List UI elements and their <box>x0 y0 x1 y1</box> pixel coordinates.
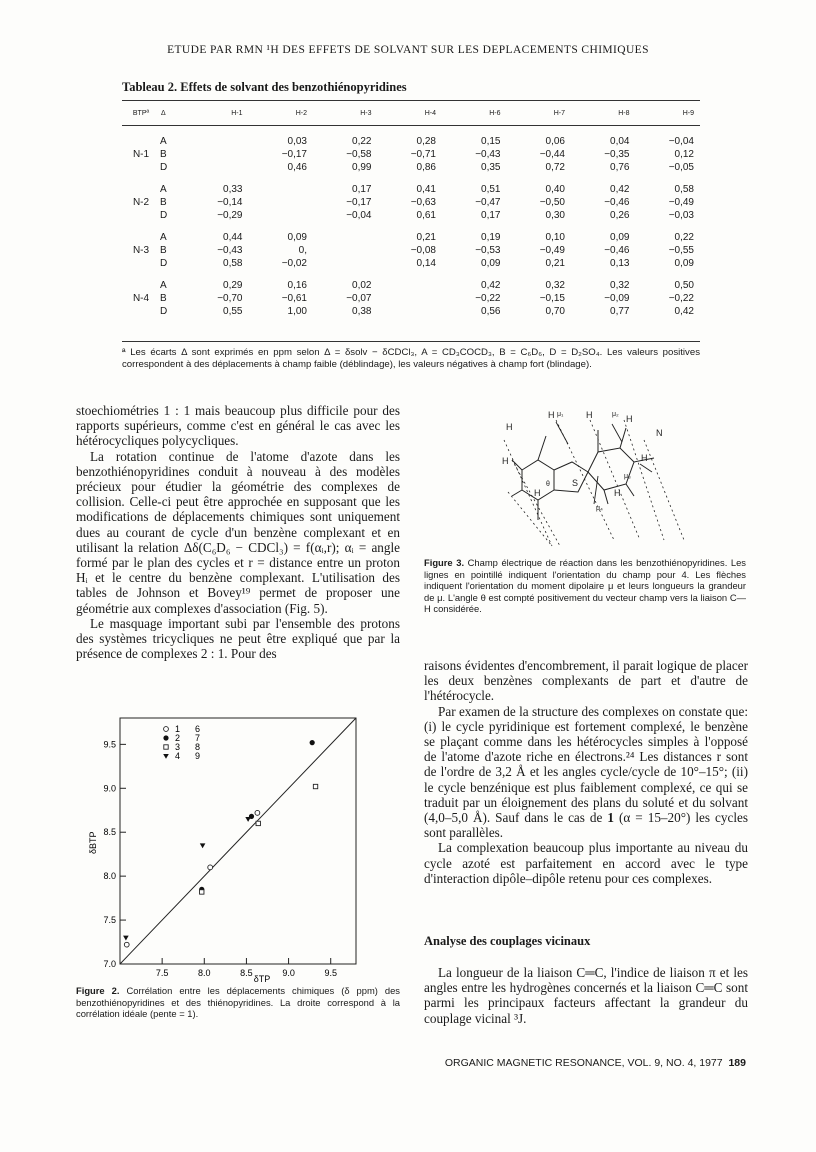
value-cell: −0,35 <box>604 149 630 160</box>
value-cell: 0,33 <box>223 184 243 195</box>
label-h: H <box>626 414 633 424</box>
y-axis-label: δBTP <box>88 831 98 854</box>
value-cell: 0,28 <box>416 136 436 147</box>
column-header: H-1 <box>184 101 249 126</box>
table-row <box>122 257 700 270</box>
table-row <box>122 196 700 209</box>
value-cell: 0,38 <box>352 306 372 317</box>
section-heading: Analyse des couplages vicinaux <box>424 934 591 948</box>
legend-label: 3 <box>175 742 181 752</box>
value-cell <box>249 209 314 222</box>
value-cell: 0,32 <box>545 280 565 291</box>
value-cell: 0,22 <box>674 232 694 243</box>
value-cell: 0,99 <box>352 162 372 173</box>
solvent-cell: A <box>160 136 167 147</box>
data-point <box>163 735 168 740</box>
running-head: ETUDE PAR RMN ¹H DES EFFETS DE SOLVANT SUR LES DEPLACEMENTS CHIMIQUES <box>167 44 649 56</box>
figure-3-caption <box>424 557 746 615</box>
solvent-cell: A <box>160 232 167 243</box>
label-h: H <box>586 410 593 420</box>
x-tick-label: 7.5 <box>155 968 169 978</box>
paragraph-text: (α = 15–20°) les cycles sont parallèles. <box>424 810 748 841</box>
value-cell: 0,44 <box>223 232 243 243</box>
value-cell: −0,22 <box>668 293 694 304</box>
figure-3-label: Figure 3. <box>424 557 465 568</box>
thiophene-ring <box>554 462 588 492</box>
value-cell: 0,56 <box>481 306 501 317</box>
value-cell: −0,49 <box>539 245 565 256</box>
label-h: H <box>614 488 621 498</box>
solvent-cell: A <box>160 184 167 195</box>
column-header: H-3 <box>313 101 378 126</box>
solvent-cell: D <box>160 162 168 173</box>
value-cell: −0,08 <box>410 245 436 256</box>
value-cell: 0,17 <box>481 210 501 221</box>
value-cell: 0,09 <box>610 232 630 243</box>
label-mu3: μ₃ <box>624 473 631 480</box>
column-header: H-9 <box>636 101 701 126</box>
table-row <box>122 279 700 292</box>
label-h: H <box>502 456 509 466</box>
value-cell: 0,04 <box>610 136 630 147</box>
value-cell: 0,50 <box>674 280 694 291</box>
table-row <box>122 135 700 148</box>
data-point <box>200 843 206 848</box>
figure-2-chart <box>76 712 376 986</box>
solvent-cell: B <box>160 197 167 208</box>
row-spacer <box>122 126 700 136</box>
page-number: 189 <box>728 1057 746 1069</box>
value-cell: 0,46 <box>287 162 307 173</box>
row-spacer <box>122 174 700 183</box>
table-row <box>122 292 700 305</box>
table-row <box>122 305 700 318</box>
value-cell: 0,17 <box>352 184 372 195</box>
paragraph: La longueur de la liaison C═C, l'indice de liaison π et les angles entre les hydrogènes concernés et la liaison C═C sont parmi les principaux facteurs affectant la grandeur du couplage vicinal ³J. <box>424 965 748 1026</box>
solvent-cell: A <box>160 280 167 291</box>
data-point <box>200 890 204 894</box>
value-cell: 0,15 <box>481 136 501 147</box>
value-cell: 0,09 <box>481 258 501 269</box>
column-header: BTPª <box>122 101 160 126</box>
value-cell <box>313 231 378 244</box>
column-header: H-8 <box>571 101 636 126</box>
value-cell: 0,35 <box>481 162 501 173</box>
data-point <box>310 740 315 745</box>
legend-label: 6 <box>195 724 201 734</box>
value-cell <box>184 148 249 161</box>
table-row <box>122 161 700 174</box>
value-cell: −0,61 <box>281 293 307 304</box>
value-cell: −0,53 <box>475 245 501 256</box>
value-cell <box>313 244 378 257</box>
value-cell: −0,02 <box>281 258 307 269</box>
label-theta: θ <box>546 481 550 488</box>
value-cell: 0,30 <box>545 210 565 221</box>
value-cell: 0,58 <box>674 184 694 195</box>
value-cell: 0,58 <box>223 258 243 269</box>
value-cell: −0,55 <box>668 245 694 256</box>
value-cell: −0,43 <box>217 245 243 256</box>
value-cell: 0,41 <box>416 184 436 195</box>
x-tick-label: 9.5 <box>324 968 337 978</box>
value-cell <box>378 305 443 318</box>
value-cell: 0,42 <box>481 280 501 291</box>
paragraph: stoechiométries 1 : 1 mais beaucoup plus difficile pour des rapports supérieurs, comme c'est en général le cas avec les hétérocycliques polycycliques. <box>76 403 400 449</box>
value-cell: 0,77 <box>610 306 630 317</box>
value-cell: 0,09 <box>674 258 694 269</box>
value-cell: −0,43 <box>475 149 501 160</box>
value-cell: 0,29 <box>223 280 243 291</box>
table-body <box>122 126 700 319</box>
data-point <box>164 745 168 749</box>
paragraph: raisons évidentes d'encombrement, il parait logique de placer les deux benzènes complexants de part et d'autre de l'hétérocycle. <box>424 658 748 704</box>
table-footnote: ª Les écarts Δ sont exprimés en ppm selon Δ = δsolv − δCDCl₃, A = CD₃COCD₃, B = C₆D₆, D = D₂SO₄. Les valeurs positives correspondent à des déplacements à champ faible (déblindage), les valeurs négatives à champ fort (blindage). <box>122 347 700 370</box>
paragraph: La complexation beaucoup plus importante au niveau du cycle azoté est parfaitement en accord avec le type d'interaction dipôle–dipôle retenu pour ces complexes. <box>424 840 748 886</box>
table-title: Tableau 2. Effets de solvant des benzothiénopyridines <box>122 80 407 94</box>
table-row <box>122 148 700 161</box>
btp-cell: N-4 <box>132 293 150 304</box>
value-cell: −0,17 <box>346 197 372 208</box>
row-spacer <box>122 222 700 231</box>
value-cell <box>378 292 443 305</box>
row-spacer <box>122 270 700 279</box>
data-point <box>164 727 169 732</box>
value-cell <box>249 183 314 196</box>
field-lines <box>504 420 684 546</box>
x-tick-label: 9.0 <box>282 968 295 978</box>
section-text <box>424 965 748 1026</box>
btp-cell <box>122 279 160 292</box>
value-cell: −0,22 <box>475 293 501 304</box>
label-mu1: μ₁ <box>557 411 564 418</box>
left-column-text <box>76 403 400 661</box>
value-cell: 0,61 <box>416 210 436 221</box>
legend <box>163 724 200 761</box>
value-cell: 0,10 <box>545 232 565 243</box>
value-cell: 0,42 <box>610 184 630 195</box>
label-mu2: μ₂ <box>612 411 619 418</box>
ideal-correlation-line <box>120 718 356 964</box>
solvent-cell: D <box>160 210 168 221</box>
value-cell: −0,03 <box>668 210 694 221</box>
column-header: H-2 <box>249 101 314 126</box>
solvent-cell: B <box>160 149 167 160</box>
legend-label: 4 <box>175 751 181 761</box>
paragraph: Le masquage important subi par l'ensemble des protons des systèmes tricycliques ne peut être expliqué que par la présence de complexes 2 : 1. Pour des <box>76 615 400 662</box>
value-cell: −0,29 <box>217 210 243 221</box>
value-cell: 0,55 <box>223 306 243 317</box>
column-header: H-6 <box>442 101 507 126</box>
label-h: H <box>534 488 541 498</box>
value-cell: 0,86 <box>416 162 436 173</box>
value-cell: −0,63 <box>410 197 436 208</box>
y-tick-label: 8.5 <box>103 827 116 838</box>
value-cell: 0,76 <box>610 162 630 173</box>
value-cell: 0,19 <box>481 232 501 243</box>
btp-cell: N-1 <box>132 149 150 160</box>
y-tick-label: 7.5 <box>103 915 116 926</box>
figure-2-label: Figure 2. <box>76 985 120 996</box>
label-h: H <box>641 453 648 463</box>
value-cell <box>378 279 443 292</box>
value-cell: 1,00 <box>287 306 307 317</box>
value-cell: 0,12 <box>674 149 694 160</box>
value-cell: −0,50 <box>539 197 565 208</box>
table-bottom-rule <box>122 341 700 342</box>
value-cell: 0,72 <box>545 162 565 173</box>
value-cell: −0,46 <box>604 245 630 256</box>
value-cell: −0,58 <box>346 149 372 160</box>
paragraph <box>424 704 748 841</box>
page-footer <box>424 1057 746 1069</box>
value-cell: 0,40 <box>545 184 565 195</box>
value-cell: 0,02 <box>352 280 372 291</box>
value-cell: −0,44 <box>539 149 565 160</box>
label-s: S <box>572 478 579 488</box>
btp-cell <box>122 257 160 270</box>
column-header: H-4 <box>378 101 443 126</box>
data-point <box>313 784 317 788</box>
solvent-cell: D <box>160 258 168 269</box>
btp-cell <box>122 161 160 174</box>
data-point <box>123 936 129 941</box>
column-header: Δ <box>160 101 184 126</box>
table-row <box>122 244 700 257</box>
pyridine-ring <box>588 448 634 490</box>
value-cell <box>249 196 314 209</box>
btp-cell <box>122 305 160 318</box>
legend-label: 2 <box>175 733 181 743</box>
y-tick-label: 9.5 <box>103 739 116 750</box>
paragraph-text: Par examen de la structure des complexes on constate que: (i) le cycle pyridinique est fortement complexé, le benzène se plaçant comme dans les hétérocycles simples à l'opposé de l'atome d'azote riche en électrons.²⁴ Les distances r sont de l'ordre de 3,2 Å et les angles cycle/cycle de 10°–15°; (ii) le cycle benzénique est plus faiblement complexé, ce qui se traduit par un éloignement des plans du soluté et du solvant (4,0–5,0 Å). Sauf dans le cas de <box>424 703 748 826</box>
table-header-row <box>122 101 700 126</box>
btp-cell <box>122 183 160 196</box>
value-cell: −0,49 <box>668 197 694 208</box>
data-point <box>208 865 213 870</box>
solvent-cell: B <box>160 245 167 256</box>
value-cell: 0,21 <box>416 232 436 243</box>
x-tick-label: 8.5 <box>240 968 253 978</box>
value-cell: 0,21 <box>545 258 565 269</box>
value-cell <box>184 161 249 174</box>
value-cell: 0,16 <box>287 280 307 291</box>
label-h: H <box>506 422 513 432</box>
y-tick-label: 9.0 <box>103 783 116 794</box>
table-row <box>122 231 700 244</box>
value-cell: −0,04 <box>668 136 694 147</box>
figure-2-caption <box>76 985 400 1020</box>
btp-cell <box>122 209 160 222</box>
legend-label: 7 <box>195 733 201 743</box>
value-cell: 0,22 <box>352 136 372 147</box>
btp-cell <box>122 135 160 148</box>
data-point <box>245 817 251 822</box>
value-cell: −0,05 <box>668 162 694 173</box>
solvent-cell: D <box>160 306 168 317</box>
value-cell: 0, <box>298 245 307 256</box>
column-header: H-7 <box>507 101 572 126</box>
value-cell: −0,70 <box>217 293 243 304</box>
legend-label: 8 <box>195 742 201 752</box>
x-tick-label: 8.0 <box>198 968 211 978</box>
paragraph: La rotation continue de l'atome d'azote dans les benzothiénopyridines conduit à nouveau à des modèles précieux pour étudier la géométrie des complexes de collision. Celle-ci peut être approchée en supposant que les modifications de déplacements chimiques sont uniquement dues au courant de cycle d'un benzène complexant et en utilisant la relation Δδ(C₆D₆ − CDCl₃) = f(αᵢ,r); αᵢ = angle formé par le plan des cycles et r = distance entre un proton Hᵢ et le centre du benzène complexant. L'utilisation des tables de Johnson et Bovey¹⁹ permet de proposer une géométrie aux complexes d'association (Fig. 5). <box>76 448 400 616</box>
value-cell: −0,07 <box>346 293 372 304</box>
value-cell: 0,06 <box>545 136 565 147</box>
value-cell: 0,26 <box>610 210 630 221</box>
value-cell: 0,51 <box>481 184 501 195</box>
value-cell: 0,03 <box>287 136 307 147</box>
label-n: N <box>656 428 663 438</box>
value-cell: −0,15 <box>539 293 565 304</box>
value-cell: −0,71 <box>410 149 436 160</box>
y-tick-label: 7.0 <box>103 959 116 969</box>
data-point <box>163 754 169 759</box>
data-point <box>255 810 260 815</box>
table-row <box>122 183 700 196</box>
solvent-effects-table <box>122 100 700 318</box>
solvent-cell: B <box>160 293 167 304</box>
value-cell: −0,47 <box>475 197 501 208</box>
value-cell <box>184 135 249 148</box>
legend-label: 9 <box>195 751 201 761</box>
value-cell: −0,09 <box>604 293 630 304</box>
value-cell: −0,46 <box>604 197 630 208</box>
value-cell: 0,13 <box>610 258 630 269</box>
x-axis-label: δTP <box>253 974 271 984</box>
figure-3-diagram <box>494 400 694 548</box>
y-tick-label: 8.0 <box>103 871 116 882</box>
legend-label: 1 <box>175 724 181 734</box>
value-cell: 0,14 <box>416 258 436 269</box>
btp-cell: N-2 <box>132 197 150 208</box>
value-cell: −0,14 <box>217 197 243 208</box>
figure-3-caption-text: Champ électrique de réaction dans les benzothiénopyridines. Les lignes en pointillé indiquent l'orientation du champ pour 4. Les flèches indiquent l'orientation du moment dipolaire μ et leurs longueurs la grandeur de μ. L'angle θ est compté positivement du vecteur champ vers la liaison C—H considérée. <box>424 557 746 615</box>
journal-info: ORGANIC MAGNETIC RESONANCE, VOL. 9, NO. 4, 1977 <box>444 1057 723 1069</box>
compound-number: 1 <box>607 810 614 826</box>
label-mu4: μ₄ <box>596 505 603 512</box>
table-row <box>122 209 700 222</box>
value-cell: −0,17 <box>281 149 307 160</box>
value-cell <box>313 257 378 270</box>
data-point <box>256 821 260 825</box>
value-cell: −0,04 <box>346 210 372 221</box>
figure-2-caption-text: Corrélation entre les déplacements chimiques (δ ppm) des benzothiénopyridines et des thiénopyridines. La droite correspond à la corrélation idéale (pente = 1). <box>76 985 400 1020</box>
label-h: H <box>548 410 555 420</box>
data-point <box>124 942 129 947</box>
value-cell: 0,32 <box>610 280 630 291</box>
right-column-text <box>424 658 748 886</box>
btp-cell: N-3 <box>132 245 150 256</box>
value-cell: 0,70 <box>545 306 565 317</box>
value-cell: 0,42 <box>674 306 694 317</box>
btp-cell <box>122 231 160 244</box>
value-cell: 0,09 <box>287 232 307 243</box>
